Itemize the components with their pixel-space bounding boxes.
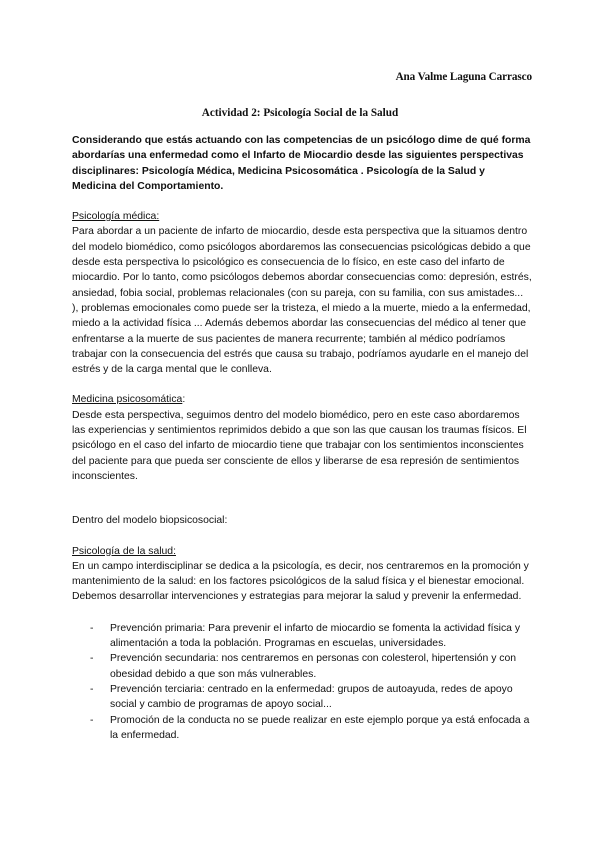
- list-item: - Prevención terciaria: centrado en la enfermedad: grupos de autoayuda, redes de apoyo social y cambio de programas de apoyo social...: [90, 683, 513, 711]
- section-psicologia-medica: [72, 209, 532, 377]
- section-paragraph: Desde esta perspectiva, seguimos dentro del modelo biomédico, pero en este caso abordaremos las experiencias y sentimientos reprimidos debido a que son las que causan los traumas físicos. El psicólogo en el caso del infarto de miocardio tiene que trabajar con los sentimientos inconscientes del paciente para que pueda ser consciente de ellos y liberarse de esa represión de sentimientos inconscientes.: [72, 409, 527, 482]
- assignment-question: Considerando que estás actuando con las competencias de un psicólogo dime de qué forma abordarías una enfermedad como el Infarto de Miocardio desde las siguientes perspectivas disciplinares: Psicología Médica, Medicina Psicosomática . Psicología de la Salud y Medicina del Comportamiento.: [72, 135, 531, 192]
- section-heading: Psicología de la salud:: [72, 545, 176, 557]
- document-title: Actividad 2: Psicología Social de la Salud: [201, 107, 399, 119]
- dash-bullet: -: [90, 683, 94, 695]
- section-medicina-psicosomatica: [72, 392, 532, 484]
- heading-colon: :: [182, 394, 186, 406]
- section-paragraph: Para abordar a un paciente de infarto de miocardio, desde esta perspectiva que la situamos dentro del modelo biomédico, como psicólogos abordaremos las consecuencias psicológicas debido a que desde esta perspectiva lo psicológico es consecuencia de lo físico, en este caso del infarto de miocardio. Por lo tanto, como psicólogos debemos abordar consecuencias como: depresión, estrés, ansiedad, fobia social, problemas relacionales (con su pareja, con su familia, con sus amistades... ), problemas emocionales como puede ser la tristeza, el miedo a la muerte, miedo a la enfermedad, miedo a la actividad física ... Además debemos abordar las consecuencias del médico al tener que enfrentarse a la muerte de sus pacientes de manera recurrente; también al médico podríamos trabajar con la consecuencia del estrés que causa su trabajo, podríamos ayudarle en el manejo del estrés y de la carga mental que le conlleva.: [72, 226, 532, 376]
- document-body: [72, 133, 532, 758]
- list-item: - Prevención secundaria: nos centraremos en personas con colesterol, hipertensión y con obesidad debido a que son más vulnerables.: [90, 653, 517, 680]
- dash-bullet: -: [90, 622, 94, 634]
- list-item: - Prevención primaria: Para prevenir el infarto de miocardio se fomenta la actividad física y alimentación a toda la población. Programas en escuelas, universidades.: [90, 622, 521, 650]
- section-psicologia-salud: [72, 544, 532, 744]
- section-heading: Psicología médica:: [72, 211, 160, 223]
- list-item: - Promoción de la conducta no se puede realizar en este ejemplo porque ya está enfocada a la enfermedad.: [90, 714, 530, 741]
- author-name: Ana Valme Laguna Carrasco: [395, 71, 532, 83]
- prevention-list: [72, 621, 532, 743]
- dash-bullet: -: [90, 714, 94, 726]
- section-paragraph: En un campo interdisciplinar se dedica a la psicología, es decir, nos centraremos en la promoción y mantenimiento de la salud: en los factores psicológicos de la salud física y el bienestar emocional. Debemos desarrollar intervenciones y estrategias para mejorar la salud y prevenir la enfermedad.: [72, 560, 529, 603]
- dash-bullet: -: [90, 653, 94, 665]
- section-heading: Medicina psicosomática: [72, 394, 183, 406]
- modelo-biopsicosocial-label: Dentro del modelo biopsicosocial:: [72, 515, 228, 527]
